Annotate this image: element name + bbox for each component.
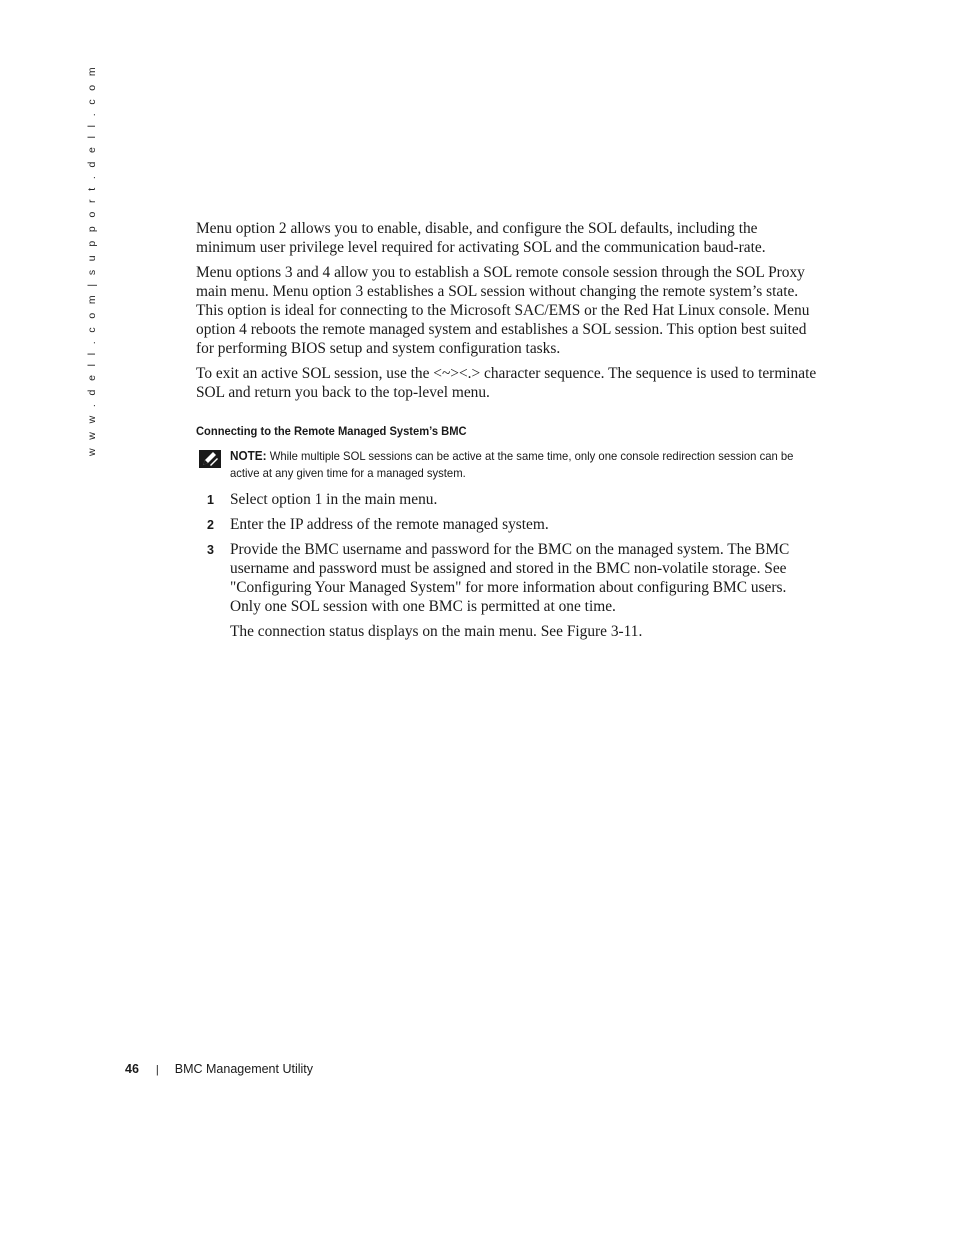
section-heading: Connecting to the Remote Managed System’s BMC	[196, 424, 467, 438]
page-content	[196, 219, 818, 641]
step-text: Enter the IP address of the remote managed system.	[230, 516, 549, 533]
step-text: Select option 1 in the main menu.	[230, 491, 438, 508]
footer-title: BMC Management Utility	[174, 1062, 314, 1076]
list-item	[196, 540, 818, 616]
step-number: 2	[207, 518, 214, 532]
note-text: While multiple SOL sessions can be active at the same time, only one console redirection session can be active at any given time for a managed system.	[230, 449, 794, 480]
paragraph-menu-options-3-4: Menu options 3 and 4 allow you to establish a SOL remote console session through the SOL Proxy main menu. Menu option 3 establishes a SOL session without changing the remote system’s state. This option is ideal for connecting to the Microsoft SAC/EMS or the Red Hat Linux console. Menu option 4 reboots the remote managed system and establishes a SOL session. This option best suited for performing BIOS setup and system configuration tasks.	[196, 264, 810, 357]
note-block	[196, 448, 818, 482]
step-number: 1	[207, 493, 214, 507]
paragraph-menu-option-2: Menu option 2 allows you to enable, disable, and configure the SOL defaults, including the minimum user privilege level required for activating SOL and the communication baud-rate.	[196, 220, 766, 256]
list-item	[196, 490, 818, 509]
step-text: Provide the BMC username and password for the BMC on the managed system. The BMC username and password must be assigned and stored in the BMC non-volatile storage. See "Configuring Your Managed System" for more information about configuring BMC users. Only one SOL session with one BMC is permitted at one time.	[230, 541, 790, 615]
list-item	[196, 515, 818, 534]
paragraph-exit-session: To exit an active SOL session, use the <~><.> character sequence. The sequence is used to terminate SOL and return you back to the top-level menu.	[196, 365, 817, 401]
note-label: NOTE:	[230, 449, 267, 463]
note-pencil-icon	[199, 450, 221, 468]
page-number: 46	[125, 1062, 139, 1076]
page-footer	[125, 1062, 313, 1076]
step-followup: The connection status displays on the main menu. See Figure 3-11.	[230, 623, 643, 640]
side-url: w w w . d e l l . c o m | s u p p o r t . d e l l . c o m	[86, 64, 98, 456]
footer-separator: |	[155, 1064, 159, 1076]
step-number: 3	[207, 543, 214, 557]
